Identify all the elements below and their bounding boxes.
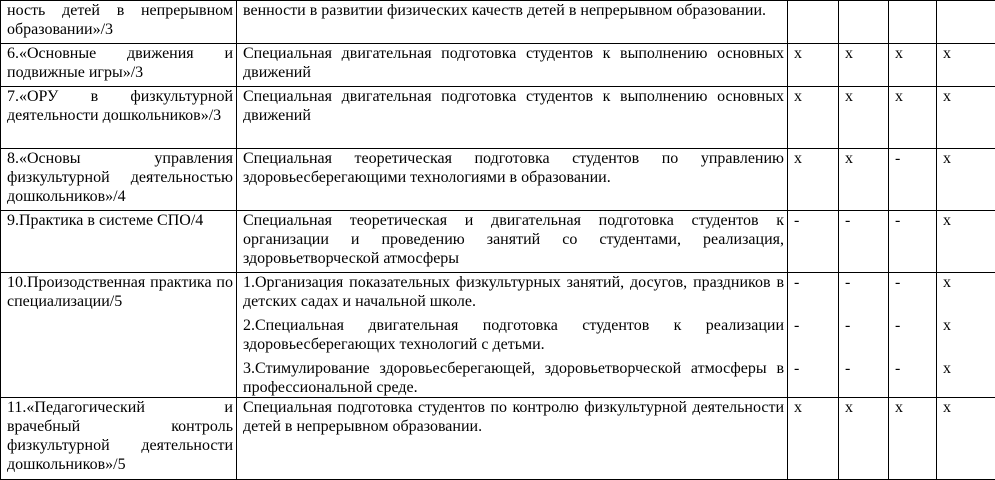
- mark-cell-2: [839, 273, 889, 398]
- course-cell: [1, 44, 237, 87]
- mark: x: [895, 398, 933, 417]
- mark-cell-2: [839, 1, 889, 44]
- mark: -: [845, 211, 885, 230]
- mark: -: [895, 316, 933, 335]
- mark: -: [895, 211, 933, 230]
- mark-cell-2: [839, 87, 889, 149]
- mark: x: [895, 87, 933, 106]
- description-item: 1.Организация показательных физкультурных занятий, досугов, праздников в детских садах и начальной школе.: [243, 273, 784, 311]
- mark: x: [845, 398, 885, 417]
- mark-cell-1: [788, 149, 839, 211]
- table-row: [1, 1, 995, 44]
- mark-cell-2: [839, 211, 889, 273]
- mark-cell-1: [788, 87, 839, 149]
- description-text: Специальная теоретическая и двигательная подготовка студентов к организации и проведению занятий со студентами, реализация, здоровьетворческой атмосферы: [243, 211, 784, 268]
- mark: x: [943, 211, 992, 230]
- mark: -: [845, 273, 885, 292]
- mark-cell-2: [839, 398, 889, 480]
- table-row: [1, 398, 995, 480]
- mark: x: [895, 44, 933, 63]
- description-text: венности в развитии физических качеств детей в непрерывном образовании.: [243, 1, 784, 20]
- description-cell: [237, 149, 788, 211]
- description-text: Специальная двигательная подготовка студентов к выполнению основных движений: [243, 44, 784, 82]
- mark: -: [845, 359, 885, 378]
- mark-cell-4: [937, 44, 995, 87]
- mark: -: [794, 211, 835, 230]
- mark-cell-2: [839, 44, 889, 87]
- mark: x: [943, 273, 992, 292]
- course-name: ность детей в непрерывном образовании»/3: [7, 2, 233, 38]
- mark-cell-3: [889, 87, 937, 149]
- mark: x: [845, 149, 885, 168]
- course-name: 9.Практика в системе СПО/4: [7, 212, 203, 229]
- table-row: [1, 211, 995, 273]
- mark-cell-4: [937, 273, 995, 398]
- mark: x: [794, 398, 835, 417]
- mark: -: [895, 359, 933, 378]
- course-name: 8.«Основы управления физкультурной деятельностью дошкольников»/4: [7, 150, 233, 205]
- table-row: [1, 87, 995, 149]
- mark: x: [794, 44, 835, 63]
- mark-cell-3: [889, 44, 937, 87]
- mark: -: [794, 359, 835, 378]
- mark: x: [845, 44, 885, 63]
- mark-cell-4: [937, 211, 995, 273]
- mark: -: [794, 316, 835, 335]
- mark-cell-3: [889, 149, 937, 211]
- mark: x: [943, 44, 992, 63]
- mark-cell-4: [937, 398, 995, 480]
- table-row: [1, 149, 995, 211]
- mark: x: [943, 398, 992, 417]
- mark: x: [845, 87, 885, 106]
- mark-cell-1: [788, 273, 839, 398]
- course-cell: [1, 273, 237, 398]
- course-cell: [1, 87, 237, 149]
- mark-cell-4: [937, 149, 995, 211]
- mark-cell-1: [788, 398, 839, 480]
- course-cell: [1, 149, 237, 211]
- description-cell: [237, 398, 788, 480]
- mark: -: [895, 149, 933, 168]
- description-cell: [237, 1, 788, 44]
- mark: -: [845, 316, 885, 335]
- description-cell: [237, 44, 788, 87]
- mark-cell-3: [889, 1, 937, 44]
- course-cell: [1, 1, 237, 44]
- mark-cell-4: [937, 1, 995, 44]
- mark: x: [794, 87, 835, 106]
- description-cell: [237, 211, 788, 273]
- mark-cell-2: [839, 149, 889, 211]
- mark: x: [943, 359, 992, 378]
- table-row: [1, 44, 995, 87]
- program-table-body: [1, 1, 995, 480]
- mark-cell-3: [889, 273, 937, 398]
- mark: x: [943, 316, 992, 335]
- mark: -: [895, 273, 933, 292]
- description-text: Специальная двигательная подготовка студентов к выполнению основных движений: [243, 87, 784, 125]
- mark-cell-1: [788, 44, 839, 87]
- description-cell: [237, 87, 788, 149]
- mark: x: [943, 87, 992, 106]
- course-cell: [1, 211, 237, 273]
- description-item: 2.Специальная двигательная подготовка студентов к реализации здоровьесберегающих технологий с детьми.: [243, 316, 784, 354]
- course-name: 6.«Основные движения и подвижные игры»/3: [7, 45, 233, 81]
- mark: x: [943, 149, 992, 168]
- mark-cell-1: [788, 1, 839, 44]
- course-name: 10.Произодственная практика по специализации/5: [7, 274, 233, 310]
- mark-cell-1: [788, 211, 839, 273]
- description-item: 3.Стимулирование здоровьесберегающей, здоровьетворческой атмосферы в профессиональной среде.: [243, 359, 784, 397]
- mark-cell-3: [889, 211, 937, 273]
- course-name: 7.«ОРУ в физкультурной деятельности дошкольников»/3: [7, 88, 233, 124]
- table-row: [1, 273, 995, 398]
- mark: x: [794, 149, 835, 168]
- course-cell: [1, 398, 237, 480]
- course-name: 11.«Педагогический и врачебный контроль физкультурной деятельности дошкольников»/5: [7, 399, 233, 473]
- description-text: Специальная подготовка студентов по контролю физкультурной деятельности детей в непрерывном образовании.: [243, 398, 784, 436]
- mark: -: [794, 273, 835, 292]
- description-text: Специальная теоретическая подготовка студентов по управлению здоровьесберегающими технологиями в образовании.: [243, 149, 784, 187]
- description-cell: [237, 273, 788, 398]
- mark-cell-3: [889, 398, 937, 480]
- mark-cell-4: [937, 87, 995, 149]
